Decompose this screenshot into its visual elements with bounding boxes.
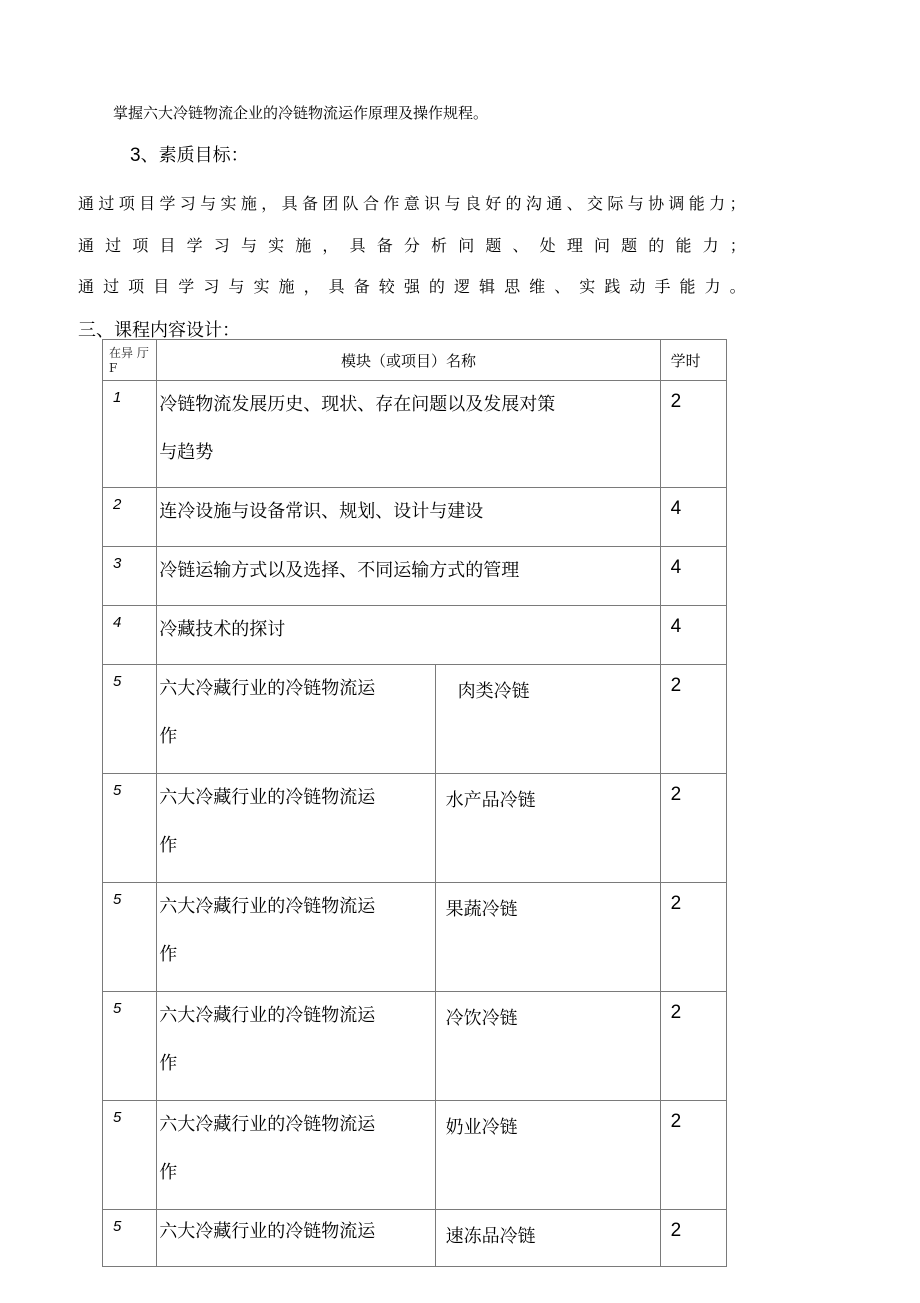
goal-char: 分 xyxy=(403,236,420,255)
row-module-line2: 作 xyxy=(159,944,178,965)
goal-char: 与 xyxy=(200,194,217,213)
row-hours: 2 xyxy=(660,883,726,992)
row-module: 冷藏技术的探讨 xyxy=(157,606,660,665)
quality-goal-2 xyxy=(78,233,746,256)
table-row xyxy=(103,547,727,606)
section-title: 三、课程内容设计： xyxy=(78,320,240,341)
header-hours: 学时 xyxy=(660,340,726,381)
goal-char: 队 xyxy=(342,194,359,213)
goal-char: 、 xyxy=(512,236,529,255)
row-module-line1: 六大冷藏行业的冷链物流运 xyxy=(159,787,376,808)
goal-char: 的 xyxy=(505,194,522,213)
goal-char: 具 xyxy=(328,277,345,296)
row-module-line2: 作 xyxy=(159,1162,178,1183)
row-module-line1: 六大冷藏行业的冷链物流运 xyxy=(159,678,376,699)
row-module-line2: 与趋势 xyxy=(159,442,214,463)
row-sub-item: 水产品冷链 xyxy=(435,774,660,883)
row-hours: 2 xyxy=(660,1210,726,1267)
goal-char: 、 xyxy=(566,194,583,213)
goal-char: 良 xyxy=(464,194,481,213)
row-module xyxy=(157,774,435,883)
knowledge-goal-line: 掌握六大冷链物流企业的冷链物流运作原理及操作规程。 xyxy=(113,104,489,122)
row-module-line1: 冷链物流发展历史、现状、存在问题以及发展对策 xyxy=(159,394,556,415)
goal-char: 习 xyxy=(213,236,230,255)
goal-char: 协 xyxy=(648,194,665,213)
goal-char: 问 xyxy=(458,236,475,255)
goal-char: 题 xyxy=(621,236,638,255)
goal-char: 与 xyxy=(240,236,257,255)
table-row xyxy=(103,1210,727,1267)
row-module xyxy=(157,381,660,488)
goal-char: 通 xyxy=(78,194,95,213)
goal-char: 与 xyxy=(228,277,245,296)
header-module: 模块（或项目）名称 xyxy=(157,340,660,381)
goal-char: 维 xyxy=(529,277,546,296)
goal-char: 通 xyxy=(546,194,563,213)
goal-char: 力 xyxy=(704,277,721,296)
table-row xyxy=(103,606,727,665)
row-module-line1: 六大冷藏行业的冷链物流运 xyxy=(159,1005,376,1026)
goal-char: ， xyxy=(261,194,278,213)
goal-char: 交 xyxy=(586,194,603,213)
table-row xyxy=(103,992,727,1101)
goal-char: 通 xyxy=(78,236,95,255)
row-module xyxy=(157,883,435,992)
course-content-table xyxy=(102,339,727,1267)
quality-goal-number: 3 xyxy=(130,145,141,166)
goal-char: 与 xyxy=(444,194,461,213)
goal-char: 思 xyxy=(504,277,521,296)
row-module xyxy=(157,1101,435,1210)
goal-char: 施 xyxy=(240,194,257,213)
goal-char: 处 xyxy=(539,236,556,255)
goal-char: 力 xyxy=(709,194,726,213)
goal-char: 问 xyxy=(593,236,610,255)
table-header-row xyxy=(103,340,727,381)
row-sub-item: 肉类冷链 xyxy=(435,665,660,774)
goal-char: 学 xyxy=(186,236,203,255)
row-module xyxy=(157,992,435,1101)
goal-char: ， xyxy=(322,236,339,255)
goal-char: 、 xyxy=(554,277,571,296)
goal-char: 的 xyxy=(428,277,445,296)
header-no: 在异 厅 F xyxy=(103,340,157,381)
row-sub-item: 奶业冷链 xyxy=(435,1101,660,1210)
table-row xyxy=(103,1101,727,1210)
row-no: 5 xyxy=(103,665,157,774)
goal-char: 沟 xyxy=(525,194,542,213)
row-sub-item: 冷饮冷链 xyxy=(435,992,660,1101)
goal-char: 能 xyxy=(679,277,696,296)
row-hours: 4 xyxy=(660,488,726,547)
row-module-line2: 作 xyxy=(159,835,178,856)
goal-char: 目 xyxy=(139,194,156,213)
table-row xyxy=(103,883,727,992)
goal-char: 较 xyxy=(378,277,395,296)
goal-char: 过 xyxy=(103,277,120,296)
row-module-line2: 作 xyxy=(159,1053,178,1074)
goal-char: 过 xyxy=(98,194,115,213)
row-no: 5 xyxy=(103,1101,157,1210)
goal-char: 辑 xyxy=(479,277,496,296)
row-no: 5 xyxy=(103,1210,157,1267)
goal-char: 过 xyxy=(105,236,122,255)
goal-char: ； xyxy=(729,236,746,255)
row-module: 连冷设施与设备常识、规划、设计与建设 xyxy=(157,488,660,547)
row-hours: 2 xyxy=(660,774,726,883)
goal-char: 具 xyxy=(349,236,366,255)
goal-char: 理 xyxy=(566,236,583,255)
goal-char: 习 xyxy=(203,277,220,296)
goal-char: 力 xyxy=(702,236,719,255)
goal-char: 识 xyxy=(424,194,441,213)
goal-char: 施 xyxy=(295,236,312,255)
row-no: 1 xyxy=(103,381,157,488)
goal-char: 项 xyxy=(118,194,135,213)
row-hours: 2 xyxy=(660,381,726,488)
row-sub-item: 果蔬冷链 xyxy=(435,883,660,992)
goal-char: 通 xyxy=(78,277,95,296)
goal-char: 具 xyxy=(281,194,298,213)
goal-char: 实 xyxy=(253,277,270,296)
quality-goal-1 xyxy=(78,191,746,214)
row-module xyxy=(157,665,435,774)
goal-char: 备 xyxy=(376,236,393,255)
row-hours: 2 xyxy=(660,665,726,774)
goal-char: 析 xyxy=(431,236,448,255)
goal-char: 项 xyxy=(132,236,149,255)
goal-char: 逻 xyxy=(453,277,470,296)
table-row xyxy=(103,488,727,547)
row-no: 2 xyxy=(103,488,157,547)
table-row xyxy=(103,774,727,883)
goal-char: 备 xyxy=(301,194,318,213)
row-no: 3 xyxy=(103,547,157,606)
goal-char: 与 xyxy=(627,194,644,213)
goal-char: ； xyxy=(729,194,746,213)
goal-char: 好 xyxy=(485,194,502,213)
row-hours: 2 xyxy=(660,992,726,1101)
goal-char: 团 xyxy=(322,194,339,213)
goal-char: 目 xyxy=(159,236,176,255)
quality-goal-title: 、素质目标： xyxy=(140,145,249,166)
goal-char: 强 xyxy=(403,277,420,296)
goal-char: 项 xyxy=(128,277,145,296)
row-no: 5 xyxy=(103,992,157,1101)
quality-goal-heading xyxy=(130,141,249,167)
row-module-line2: 作 xyxy=(159,726,178,747)
table-row xyxy=(103,665,727,774)
row-no: 4 xyxy=(103,606,157,665)
row-hours: 2 xyxy=(660,1101,726,1210)
row-module: 六大冷藏行业的冷链物流运 xyxy=(157,1210,435,1267)
goal-char: 践 xyxy=(604,277,621,296)
table-row xyxy=(103,381,727,488)
row-module-line1: 六大冷藏行业的冷链物流运 xyxy=(159,1114,376,1135)
quality-goal-3 xyxy=(78,274,746,297)
goal-char: 意 xyxy=(403,194,420,213)
goal-char: 手 xyxy=(654,277,671,296)
goal-char: 学 xyxy=(178,277,195,296)
goal-char: 合 xyxy=(363,194,380,213)
goal-char: 的 xyxy=(648,236,665,255)
row-hours: 4 xyxy=(660,606,726,665)
goal-char: 。 xyxy=(729,277,746,296)
goal-char: 学 xyxy=(159,194,176,213)
goal-char: 实 xyxy=(220,194,237,213)
goal-char: 实 xyxy=(268,236,285,255)
row-no: 5 xyxy=(103,883,157,992)
goal-char: 题 xyxy=(485,236,502,255)
goal-char: 动 xyxy=(629,277,646,296)
goal-char: 施 xyxy=(278,277,295,296)
row-hours: 4 xyxy=(660,547,726,606)
goal-char: 实 xyxy=(579,277,596,296)
goal-char: 能 xyxy=(688,194,705,213)
row-no: 5 xyxy=(103,774,157,883)
goal-char: 能 xyxy=(675,236,692,255)
goal-char: 备 xyxy=(353,277,370,296)
goal-char: 习 xyxy=(179,194,196,213)
goal-char: 目 xyxy=(153,277,170,296)
goal-char: 调 xyxy=(668,194,685,213)
row-sub-item: 速冻品冷链 xyxy=(435,1210,660,1267)
row-module: 冷链运输方式以及选择、不同运输方式的管理 xyxy=(157,547,660,606)
goal-char: ， xyxy=(303,277,320,296)
goal-char: 际 xyxy=(607,194,624,213)
goal-char: 作 xyxy=(383,194,400,213)
row-module-line1: 六大冷藏行业的冷链物流运 xyxy=(159,896,376,917)
